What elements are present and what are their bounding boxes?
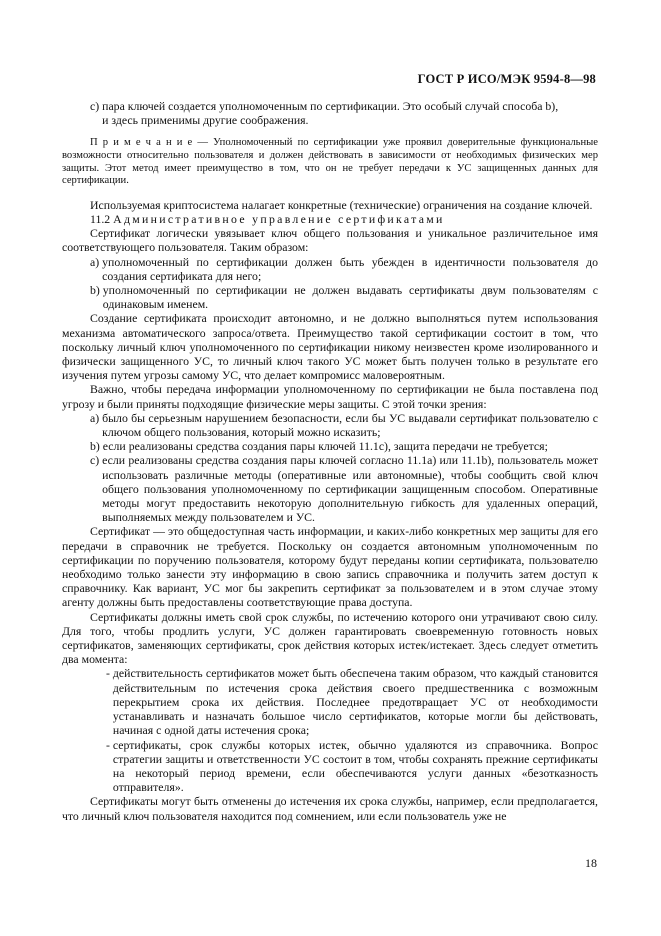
paragraph-cryptosystem: Используемая криптосистема налагает конкретные (технические) ограничения на создание ключей. [90, 197, 593, 212]
list-item-text: пара ключей создается уполномоченным по сертификации. Это особый случай способа b), [102, 99, 559, 113]
list-marker: - [106, 666, 113, 681]
list-item-text-continued: и здесь применимы другие соображения. [102, 113, 309, 128]
paragraph-public-certificate: Сертификат — это общедоступная часть информации, и каких-либо конкретных мер защиты для его передачи в справочник не требуется. Поскольку он создается автономным уполномоченным по сертификации по поручению пользователя, которому будут переданы копии сертификата, пользователю необходимо только занести эту информацию в свою запись справочника и получить затем доступ к справочнику. Как вариант, УС мог бы закрепить сертификат за пользователем и в этом случае этому агенту должны быть предоставлены соответствующие права доступа. [62, 524, 598, 610]
list-item-text: было бы серьезным нарушением безопасности, если бы УС выдавали сертификат пользователю с ключом общего пользования, который можно исказить; [102, 410, 598, 440]
list-marker: а) [90, 254, 103, 269]
list-item-text: сертификаты, срок службы которых истек, обычно удаляются из справочника. Вопрос стратегии защиты и ответственности УС состоит в том, чтобы сохранять прежние сертификаты на некоторый период времени, если обеспечиваются услуги данных «безотказность отправителя». [112, 737, 598, 795]
section-number: 11.2 [90, 211, 111, 226]
paragraph-transfer-protection: Важно, чтобы передача информации уполномоченному по сертификации не была поставлена под угрозу и были приняты подходящие физические меры защиты. С этой точки зрения: [62, 382, 598, 411]
list-item-text: действительность сертификатов может быть обеспечена таким образом, что каждый становится действительным по истечения срока действия своего предшественника с возможным перекрытием срока их действия. Последнее предотвращает УС от необходимости устанавливать и назначать большое число сертификатов, которые могли бы действовать, начиная с одной даты истечения срока; [112, 666, 598, 738]
page-number: 18 [585, 856, 597, 870]
paragraph-certificate-lifetime: Сертификаты должны иметь свой срок службы, по истечению которого они утрачивают свою силу. Для того, чтобы продлить услуги, УС должен гарантировать своевременную готовность новых сертификатов, заменяющих сертификаты, срок действия которых истек/истекает. Здесь следует отметить два момента: [62, 609, 598, 667]
paragraph-certificate-binding: Сертификат логически увязывает ключ общего пользования и уникальное различительное имя соответствующего пользователя. Таким образом: [62, 226, 598, 255]
section-title: Административное управление сертификатами [113, 211, 445, 226]
list-item-text: если реализованы средства создания пары ключей согласно 11.1а) или 11.1b), пользователь может использовать различные методы (оперативные или автономные), чтобы сообщить свой ключ общего пользования уполномоченному по сертификации защищенным способом. Оперативные методы могут предоставить некоторую дополнительную гибкость для удаленных операций, выполняемых между пользователем и УС. [102, 453, 598, 525]
list-item [62, 738, 598, 795]
note-text: — Уполномоченный по сертификации уже проявил доверительные функциональные возможности относительно пользователя и должен действовать в зависимости от необходимых физических мер защиты. Этот метод имеет преимущество в том, что он не требует передачи к УС защищенных данных для сертификации. [62, 137, 598, 187]
list-item-c-key-pair [62, 99, 598, 127]
list-item [62, 666, 598, 737]
note-paragraph [62, 137, 598, 187]
list-item [62, 283, 598, 311]
list-item-text: уполномоченный по сертификации не должен выдавать сертификаты двум пользователям с одинаковым именем. [102, 283, 598, 312]
list-marker: а) [90, 410, 103, 425]
list-marker: b) [90, 283, 103, 297]
list-marker: b) [90, 439, 103, 454]
list-item [62, 255, 598, 283]
list-item [62, 453, 598, 524]
list-item [62, 439, 598, 453]
list-item-text: уполномоченный по сертификации должен быть убежден в идентичности пользователя до создания сертификата для него; [102, 254, 598, 283]
document-header-title: ГОСТ Р ИСО/МЭК 9594-8—98 [417, 72, 596, 86]
list-marker: - [106, 737, 113, 752]
list-marker: c) [90, 453, 103, 468]
list-item [62, 411, 598, 439]
list-marker: c) [90, 99, 103, 113]
section-heading [62, 212, 598, 226]
list-item-text: если реализованы средства создания пары ключей 11.1с), защита передачи не требуется; [102, 439, 548, 454]
note-label: П р и м е ч а н и е [90, 137, 193, 149]
document-body [62, 99, 598, 823]
paragraph-certificate-revocation: Сертификаты могут быть отменены до истечения их срока службы, например, если предполагается, что личный ключ пользователя находится под сомнением, или если пользователь уже не [62, 794, 598, 823]
paragraph-certificate-creation: Создание сертификата происходит автономно, и не должно выполняться путем использования механизма автоматического запроса/ответа. Преимущество такой сертификации состоит в том, что поскольку личный ключ уполномоченного по сертификации никому неизвестен кроме изолированного и физически защищенного УС, то личный ключ такого УС может быть получен только в результате его изучения путем угрозы самому УС, что делает компромисс маловероятным. [62, 311, 598, 383]
